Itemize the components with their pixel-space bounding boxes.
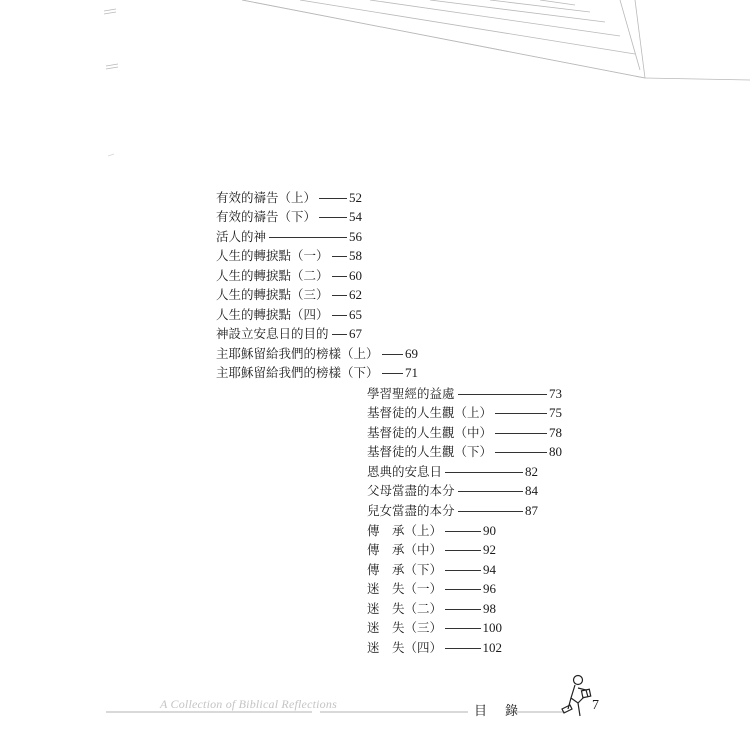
toc-entry[interactable] xyxy=(367,579,496,598)
toc-entry-title: 學習聖經的益處 xyxy=(367,386,455,401)
toc-leader-line xyxy=(332,315,347,316)
toc-entry[interactable] xyxy=(367,384,562,403)
toc-entry-page: 94 xyxy=(483,562,496,577)
toc-entry-page: 100 xyxy=(482,620,502,635)
toc-entry-page: 69 xyxy=(405,346,418,361)
toc-entry-title: 神設立安息日的目的 xyxy=(216,326,329,341)
toc-entry-title: 人生的轉捩點（一） xyxy=(216,248,329,263)
toc-entry[interactable] xyxy=(216,246,362,265)
toc-entry[interactable] xyxy=(367,638,502,657)
toc-leader-line xyxy=(458,491,523,492)
toc-leader-line xyxy=(445,628,480,629)
toc-leader-line xyxy=(495,452,547,453)
toc-leader-line xyxy=(445,589,481,590)
toc-entry-title: 人生的轉捩點（三） xyxy=(216,287,329,302)
toc-leader-line xyxy=(445,570,481,571)
toc-entry-page: 90 xyxy=(483,523,496,538)
toc-entry[interactable] xyxy=(216,266,362,285)
toc-entry-page: 58 xyxy=(349,248,362,263)
toc-leader-line xyxy=(332,276,347,277)
toc-leader-line xyxy=(458,511,523,512)
toc-entry[interactable] xyxy=(367,481,538,500)
toc-leader-line xyxy=(445,531,481,532)
toc-entry-page: 56 xyxy=(349,229,362,244)
toc-entry-title: 人生的轉捩點（四） xyxy=(216,307,329,322)
toc-leader-line xyxy=(495,433,547,434)
footer-series-title: A Collection of Biblical Reflections xyxy=(160,697,337,711)
toc-entry[interactable] xyxy=(367,501,538,520)
footer-section-label: 目錄 xyxy=(474,704,537,719)
toc-entry-page: 78 xyxy=(549,425,562,440)
toc-entry-title: 基督徒的人生觀（中） xyxy=(367,425,493,440)
toc-entry[interactable] xyxy=(367,618,502,637)
toc-entry-title: 迷 失（三） xyxy=(367,620,443,635)
toc-entry-page: 54 xyxy=(349,209,362,224)
toc-entry-title: 迷 失（四） xyxy=(367,640,443,655)
toc-entry-title: 父母當盡的本分 xyxy=(367,483,455,498)
reading-figure-icon xyxy=(562,676,591,717)
toc-entry-title: 主耶穌留給我們的榜樣（上） xyxy=(216,346,379,361)
toc-entry-title: 人生的轉捩點（二） xyxy=(216,268,329,283)
toc-entry-page: 62 xyxy=(349,287,362,302)
toc-entry-page: 71 xyxy=(405,365,418,380)
toc-entry-title: 基督徒的人生觀（上） xyxy=(367,405,493,420)
toc-leader-line xyxy=(332,256,347,257)
toc-leader-line xyxy=(445,609,481,610)
toc-leader-line xyxy=(269,237,347,238)
toc-entry[interactable] xyxy=(367,442,562,461)
toc-entry[interactable] xyxy=(216,324,362,343)
toc-leader-line xyxy=(382,354,403,355)
toc-leader-line xyxy=(445,648,480,649)
toc-entry-page: 87 xyxy=(525,503,538,518)
toc-entry-title: 有效的禱告（上） xyxy=(216,190,317,205)
toc-entry-page: 67 xyxy=(349,326,362,341)
toc-entry-title: 迷 失（一） xyxy=(367,581,443,596)
toc-leader-line xyxy=(332,334,347,335)
toc-entry[interactable] xyxy=(367,560,496,579)
toc-entry-page: 75 xyxy=(549,405,562,420)
toc-entry-page: 52 xyxy=(349,190,362,205)
toc-entry-title: 活人的神 xyxy=(216,229,267,244)
toc-entry[interactable] xyxy=(367,423,562,442)
toc-entry[interactable] xyxy=(216,285,362,304)
toc-entry-page: 82 xyxy=(525,464,538,479)
toc-entry-page: 96 xyxy=(483,581,496,596)
toc-entry-title: 傳 承（下） xyxy=(367,562,443,577)
toc-entry-title: 迷 失（二） xyxy=(367,601,443,616)
toc-leader-line xyxy=(445,550,481,551)
toc-leader-line xyxy=(319,198,347,199)
toc-entry-page: 102 xyxy=(482,640,502,655)
toc-entry-page: 73 xyxy=(549,386,562,401)
toc-entry-title: 基督徒的人生觀（下） xyxy=(367,444,493,459)
toc-entry[interactable] xyxy=(367,599,496,618)
toc-leader-line xyxy=(319,217,347,218)
toc-entry[interactable] xyxy=(216,207,362,226)
toc-leader-line xyxy=(495,413,547,414)
toc-entry[interactable] xyxy=(216,227,362,246)
toc-entry-page: 60 xyxy=(349,268,362,283)
toc-leader-line xyxy=(458,394,547,395)
toc-entry-title: 有效的禱告（下） xyxy=(216,209,317,224)
toc-leader-line xyxy=(445,472,523,473)
toc-entry-page: 65 xyxy=(349,307,362,322)
toc-entry-title: 傳 承（中） xyxy=(367,542,443,557)
toc-entry[interactable] xyxy=(216,363,418,382)
toc-entry-page: 80 xyxy=(549,444,562,459)
toc-entry-page: 98 xyxy=(483,601,496,616)
toc-entry-title: 兒女當盡的本分 xyxy=(367,503,455,518)
toc-entry-title: 恩典的安息日 xyxy=(367,464,443,479)
toc-entry[interactable] xyxy=(367,521,496,540)
toc-entry-title: 傳 承（上） xyxy=(367,523,443,538)
toc-entry-page: 84 xyxy=(525,483,538,498)
toc-entry-title: 主耶穌留給我們的榜樣（下） xyxy=(216,365,379,380)
toc-entry[interactable] xyxy=(367,403,562,422)
toc-entry[interactable] xyxy=(367,462,538,481)
toc-entry[interactable] xyxy=(216,344,418,363)
toc-entry[interactable] xyxy=(216,188,362,207)
toc-entry-page: 92 xyxy=(483,542,496,557)
perspective-lines-decoration xyxy=(104,0,750,156)
toc-leader-line xyxy=(332,295,347,296)
toc-entry[interactable] xyxy=(367,540,496,559)
page-number: 7 xyxy=(592,698,599,713)
toc-entry[interactable] xyxy=(216,305,362,324)
toc-leader-line xyxy=(382,373,403,374)
